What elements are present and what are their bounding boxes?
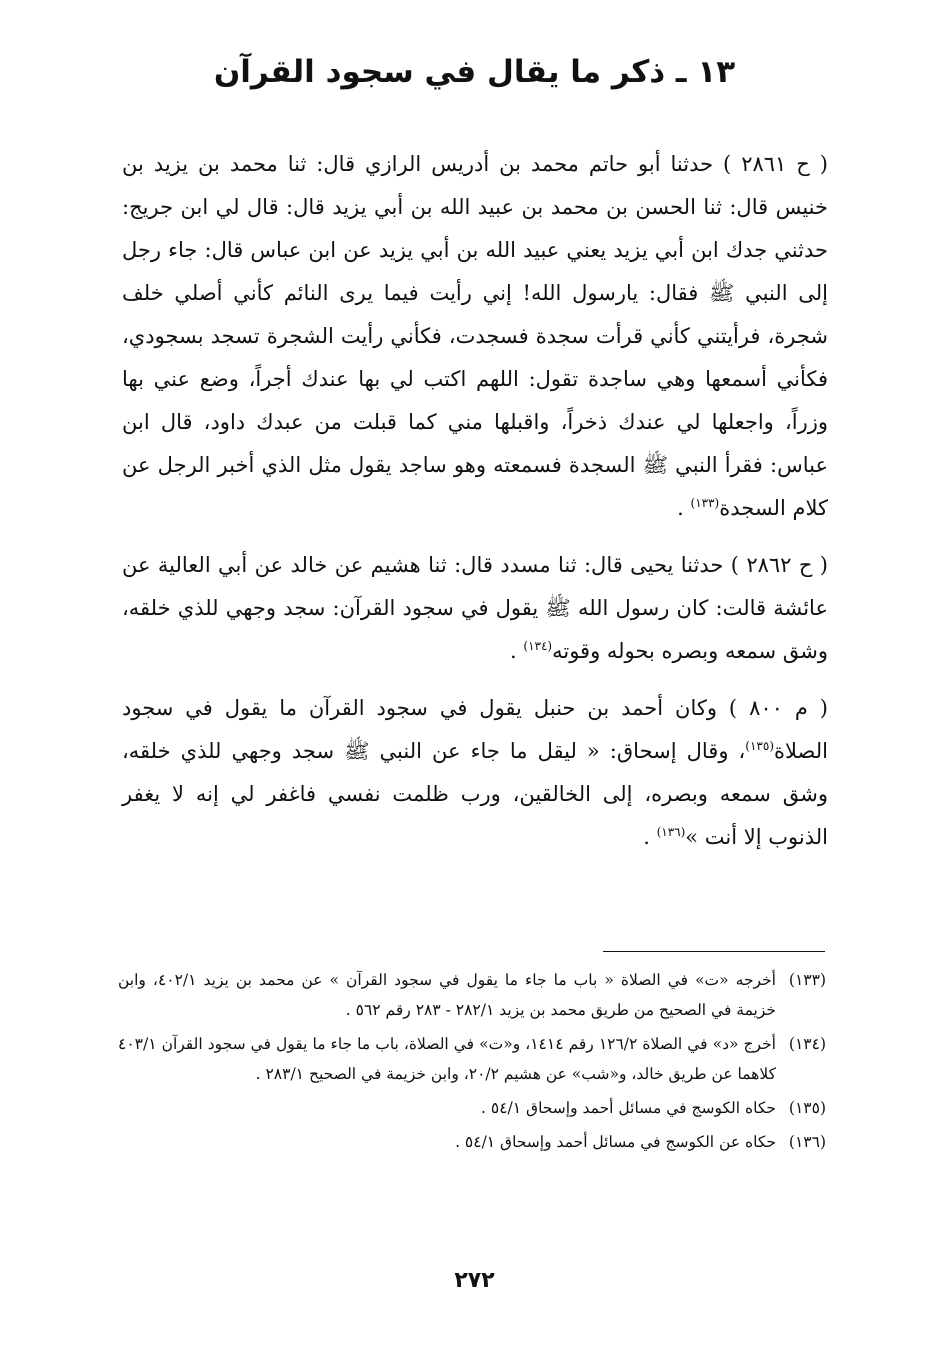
footnotes bbox=[118, 965, 826, 1161]
footnote-text: حكاه عن الكوسج في مسائل أحمد وإسحاق ٥٤/١ . bbox=[455, 1133, 776, 1151]
footnote-134 bbox=[118, 1029, 826, 1089]
paragraph-text: ( ح ٢٨٦٢ ) حدثنا يحيى قال: ثنا مسدد قال: ثنا هشيم عن خالد عن أبي العالية عن عائشة قالت: كان رسول الله ﷺ يقول في سجود القرآن: سجد وجهي للذي خلقه، وشق سمعه وبصره بحوله وقوته bbox=[122, 553, 828, 663]
footnote-text: حكاه الكوسج في مسائل أحمد وإسحاق ٥٤/١ . bbox=[481, 1099, 776, 1117]
footnote-136 bbox=[118, 1127, 826, 1157]
chapter-title: ١٣ ـ ذكر ما يقال في سجود القرآن bbox=[213, 54, 736, 90]
footnote-text: أخرج «د» في الصلاة ١٢٦/٢ رقم ١٤١٤، و«ت» في الصلاة، باب ما جاء ما يقول في سجود القرآن ٤٠٣/١ كلاهما عن طريق خالد، و«شب» عن هشيم ٢٠/٢، وابن خزيمة في الصحيح ٢٨٣/١ . bbox=[118, 1035, 776, 1083]
hadith-paragraph-2861 bbox=[122, 143, 828, 530]
footnote-ref[interactable]: (١٣٦) bbox=[656, 825, 686, 839]
paragraph-end: . bbox=[643, 825, 657, 849]
footnote-number: (١٣٦) bbox=[788, 1133, 826, 1151]
footnote-separator bbox=[603, 951, 825, 952]
footnote-ref[interactable]: (١٣٥) bbox=[745, 739, 775, 753]
footnote-text: أخرجه «ت» في الصلاة « باب ما جاء ما يقول في سجود القرآن » عن محمد بن يزيد ٤٠٢/١، وابن خزيمة في الصحيح من طريق محمد بن يزيد ٢٨٢/١ - ٢٨٣ رقم ٥٦٢ . bbox=[118, 971, 776, 1019]
footnote-133 bbox=[118, 965, 826, 1025]
paragraph-end: . bbox=[677, 496, 691, 520]
footnote-number: (١٣٥) bbox=[788, 1099, 826, 1117]
page-number: ٢٧٢ bbox=[454, 1268, 495, 1293]
footnote-number: (١٣٣) bbox=[788, 971, 826, 989]
footnote-ref[interactable]: (١٣٤) bbox=[523, 639, 553, 653]
main-text bbox=[122, 143, 828, 873]
masala-paragraph-800 bbox=[122, 687, 828, 859]
paragraph-text: ( م ٨٠٠ ) وكان أحمد بن حنبل يقول في سجود القرآن ما يقول في سجود الصلاة bbox=[122, 696, 828, 763]
footnote-ref[interactable]: (١٣٣) bbox=[690, 496, 720, 510]
paragraph-end: . bbox=[510, 639, 524, 663]
footnote-135 bbox=[118, 1093, 826, 1123]
footnote-number: (١٣٤) bbox=[788, 1035, 826, 1053]
paragraph-text: ( ح ٢٨٦١ ) حدثنا أبو حاتم محمد بن أدريس الرازي قال: ثنا محمد بن يزيد بن خنيس قال: ثنا الحسن بن محمد بن عبيد الله بن أبي يزيد قال: قال لي ابن جريج: حدثني جدك ابن أبي يزيد يعني عبيد الله بن أبي يزيد عن ابن عباس قال: جاء رجل إلى النبي ﷺ فقال: يارسول الله! إني رأيت فيما يرى النائم كأني أصلي خلف شجرة، فرأيتني كأني قرأت سجدة فسجدت، فكأني رأيت الشجرة تسجد بسجودي، فكأني أسمعها وهي ساجدة تقول: اللهم اكتب لي بها عندك أجراً، وضع عني بها وزراً، واجعلها لي عندك ذخراً، واقبلها مني كما قبلت من عبدك داود، قال ابن عباس: فقرأ النبي ﷺ السجدة فسمعته وهو ساجد يقول مثل الذي أخبر الرجل عن كلام السجدة bbox=[122, 152, 828, 520]
paragraph-text-continued: ، وقال إسحاق: « ليقل ما جاء عن النبي ﷺ سجد وجهي للذي خلقه، وشق سمعه وبصره، إلى الخالقين، ورب ظلمت نفسي فاغفر لي إنه لا يغفر الذنوب إلا أنت » bbox=[122, 739, 828, 849]
hadith-paragraph-2862 bbox=[122, 544, 828, 673]
